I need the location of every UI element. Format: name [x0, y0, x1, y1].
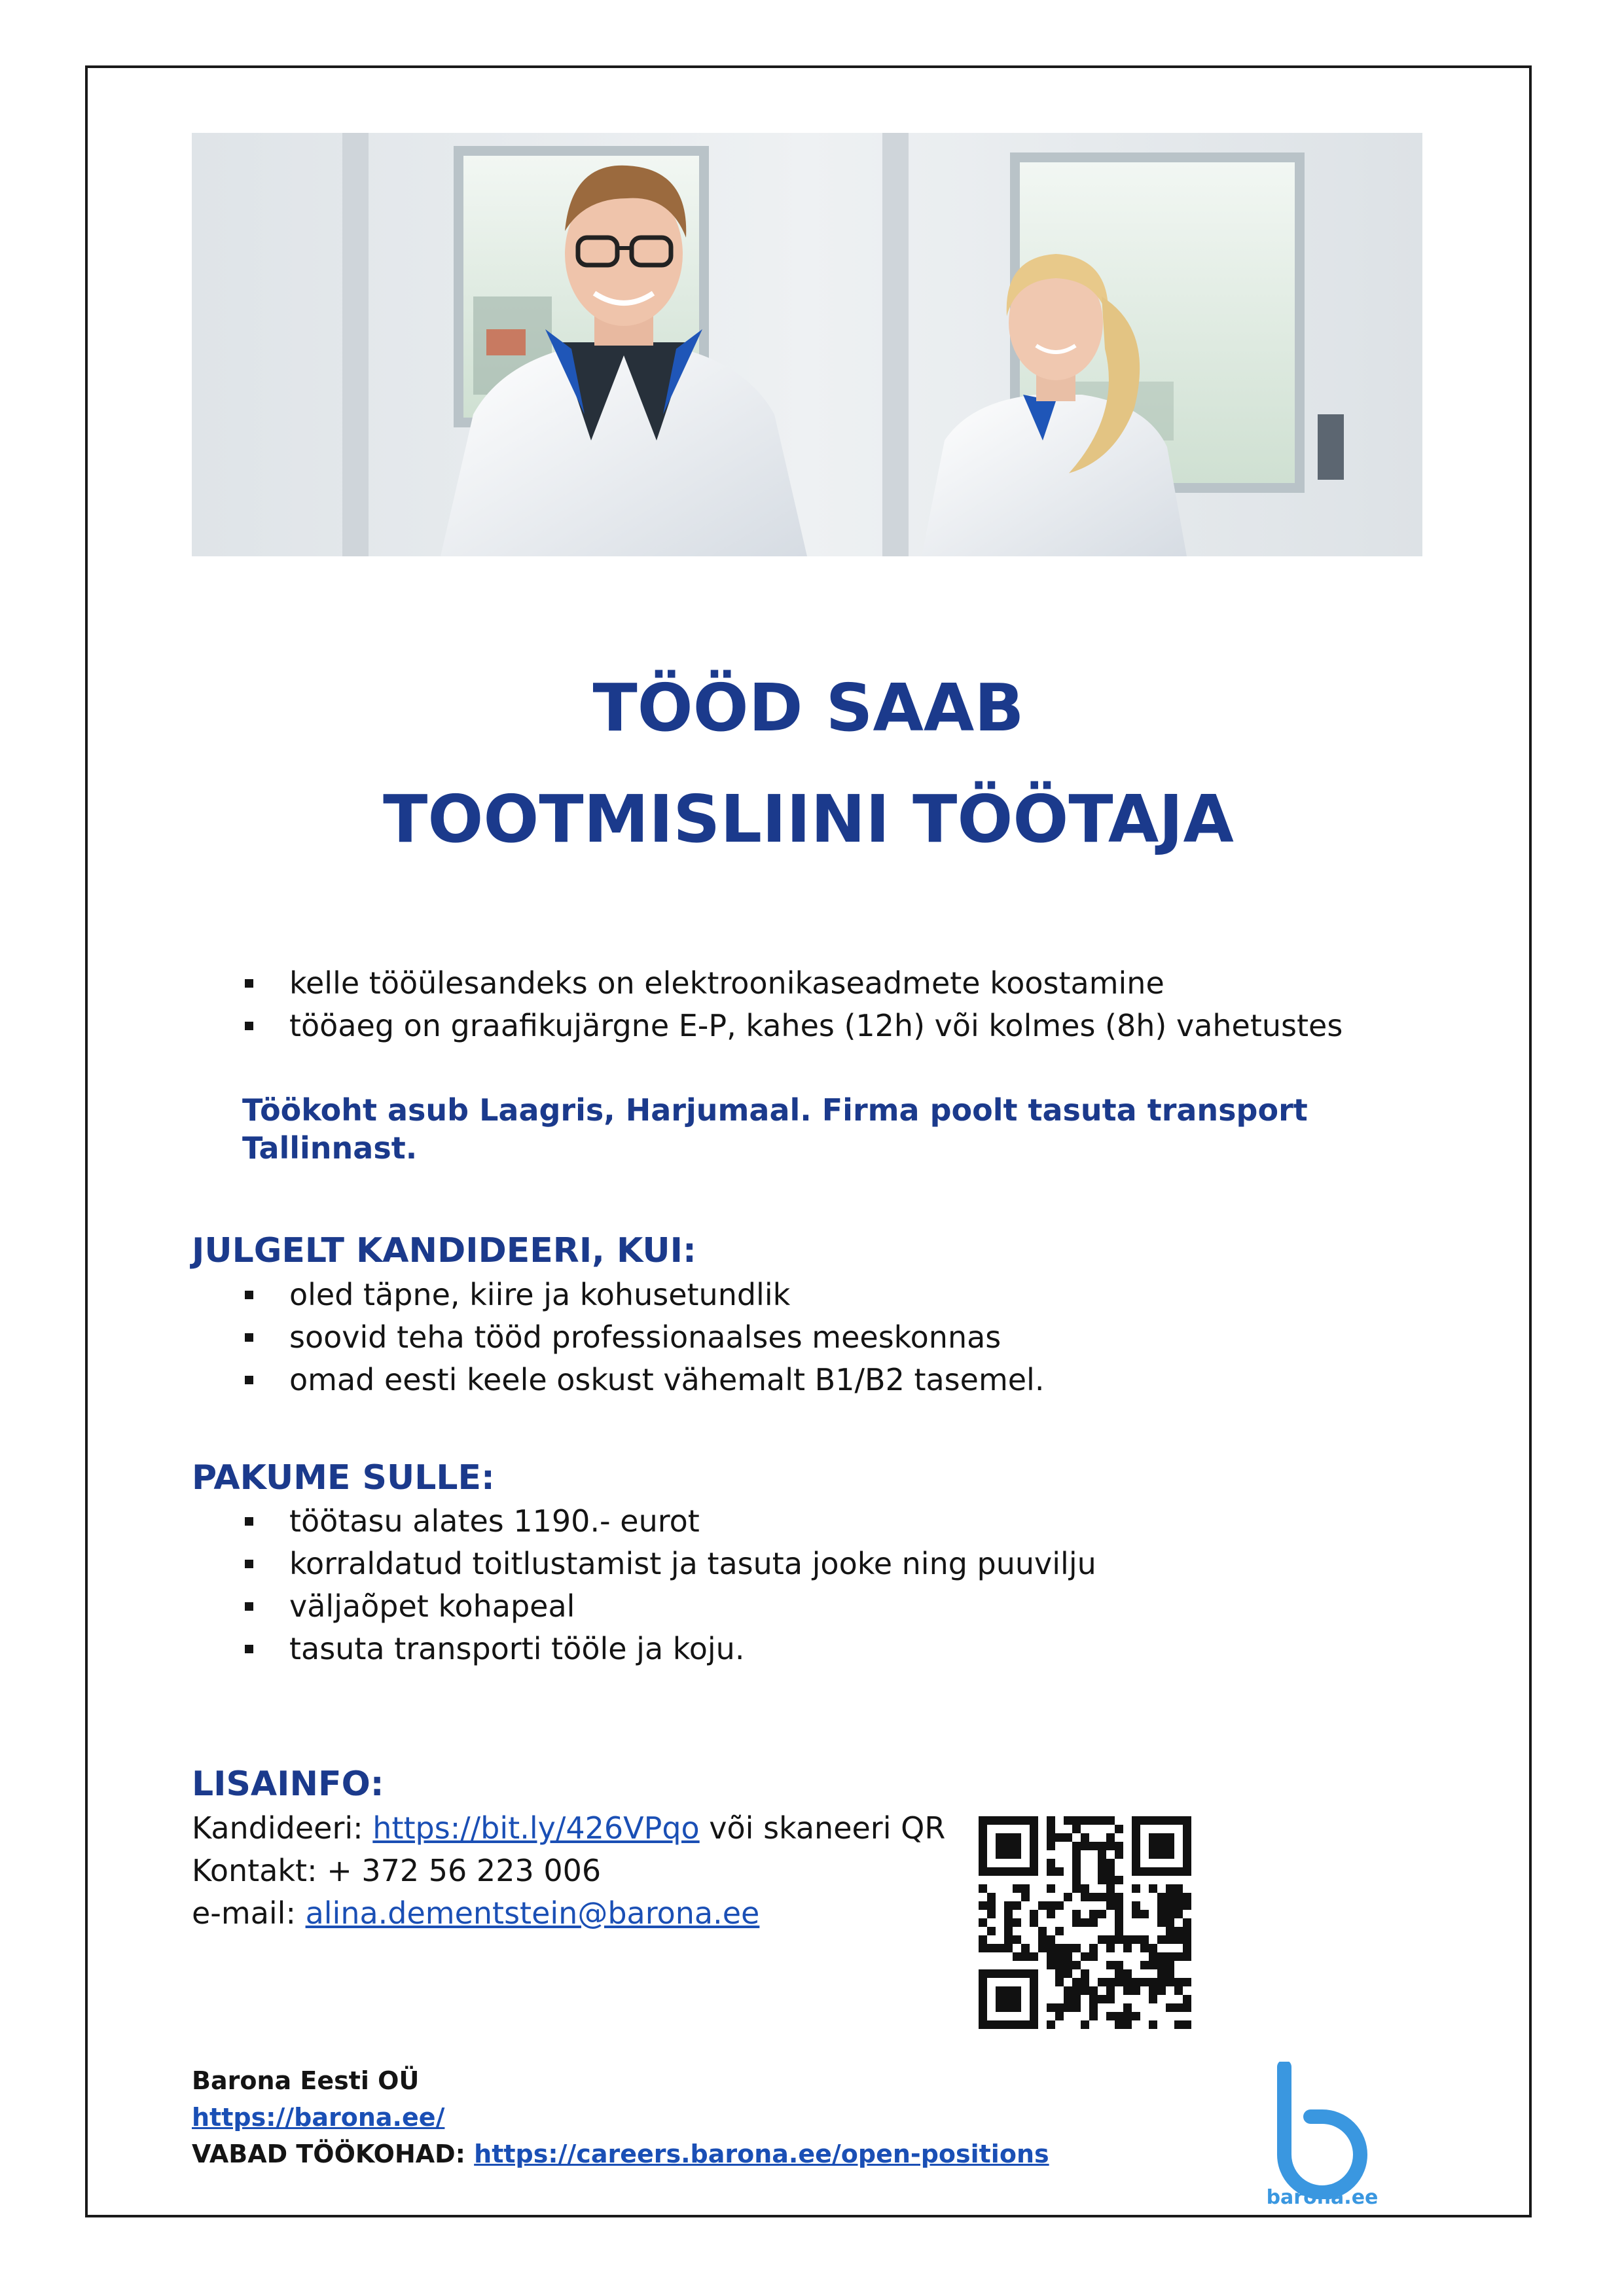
apply-label: Kandideeri: — [192, 1810, 373, 1846]
list-item: kelle tööülesandeks on elektroonikaseadmete koostamine — [242, 962, 1343, 1005]
location-line-2: Tallinnast. — [242, 1130, 418, 1166]
apply-suffix: või skaneeri QR — [699, 1810, 946, 1846]
headline-line-2: TOOTMISLIINI TÖÖTAJA — [383, 781, 1234, 857]
vacancies-link[interactable]: https://careers.barona.ee/open-positions — [474, 2140, 1049, 2168]
email-line — [192, 1895, 760, 1931]
company-name: Barona Eesti OÜ — [192, 2066, 420, 2095]
info-heading: LISAINFO: — [192, 1765, 384, 1804]
location-note — [242, 1091, 1355, 1167]
qr-code[interactable] — [979, 1816, 1191, 2029]
headline-line-1: TÖÖD SAAB — [592, 670, 1024, 746]
list-item: korraldatud toitlustamist ja tasuta jooke ning puuvilju — [242, 1543, 1096, 1585]
offer-heading: PAKUME SULLE: — [192, 1458, 495, 1498]
email-label: e-mail: — [192, 1895, 306, 1931]
workers-photo — [192, 133, 1422, 556]
vacancies-label: VABAD TÖÖKOHAD: — [192, 2140, 475, 2168]
list-item: tasuta transporti tööle ja koju. — [242, 1628, 1096, 1670]
list-item: omad eesti keele oskust vähemalt B1/B2 tasemel. — [242, 1359, 1044, 1401]
email-link[interactable]: alina.dementstein@barona.ee — [305, 1895, 760, 1931]
offer-list — [242, 1500, 1096, 1670]
barona-logo-icon — [1270, 2062, 1375, 2199]
list-item: väljaõpet kohapeal — [242, 1585, 1096, 1628]
location-line-1: Töökoht asub Laagris, Harjumaal. Firma poolt tasuta transport — [242, 1092, 1308, 1128]
duties-list — [242, 962, 1343, 1047]
list-item: soovid teha tööd professionaalses meeskonnas — [242, 1316, 1044, 1359]
vacancies-line — [192, 2142, 1049, 2166]
company-site-line — [192, 2105, 444, 2130]
apply-line — [192, 1810, 946, 1846]
apply-link[interactable]: https://bit.ly/426VPqo — [372, 1810, 700, 1846]
list-item: oled täpne, kiire ja kohusetundlik — [242, 1274, 1044, 1316]
conditions-list — [242, 1274, 1044, 1401]
list-item: töötasu alates 1190.- eurot — [242, 1500, 1096, 1543]
company-site-link[interactable]: https://barona.ee/ — [192, 2103, 445, 2132]
logo-caption: barona.ee — [1266, 2186, 1379, 2209]
contact-phone: Kontakt: + 372 56 223 006 — [192, 1853, 602, 1888]
list-item: tööaeg on graafikujärgne E-P, kahes (12h) või kolmes (8h) vahetustes — [242, 1005, 1343, 1047]
conditions-heading: JULGELT KANDIDEERI, KUI: — [192, 1231, 696, 1270]
